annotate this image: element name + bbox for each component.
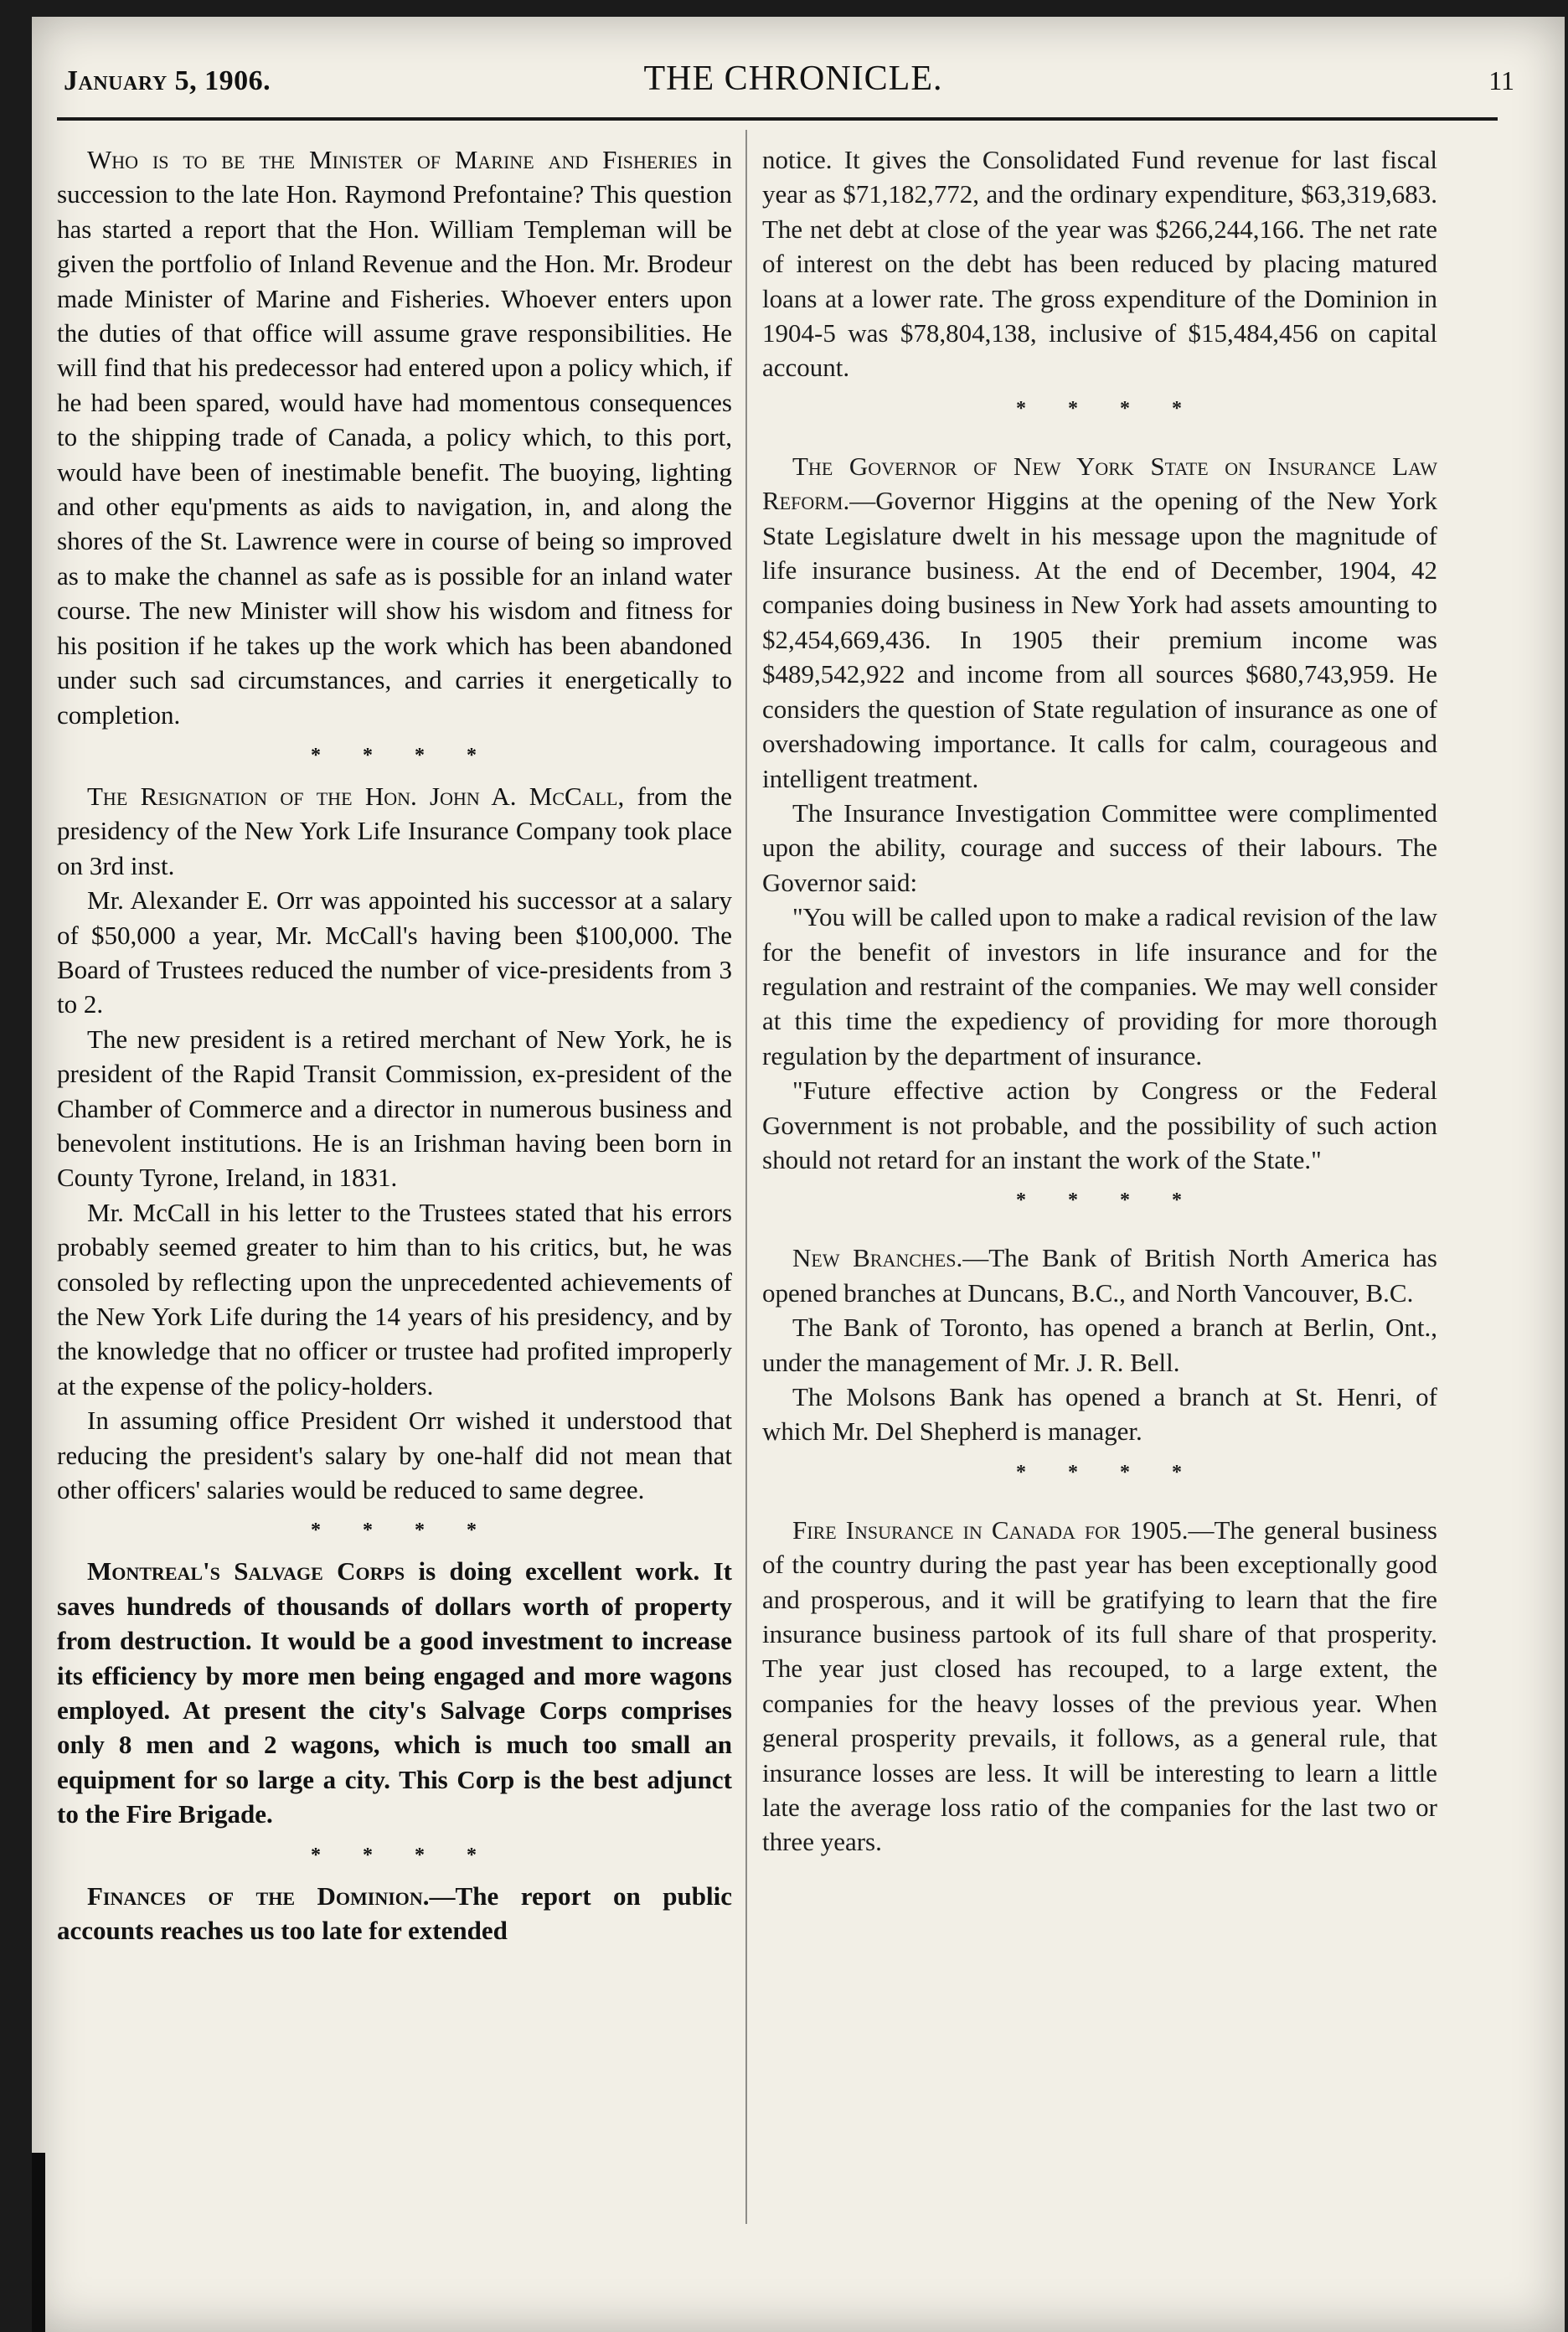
article-minister-of-marine [57,142,732,732]
article-heading: Montreal's Salvage Corps [87,1556,405,1586]
column-divider [745,130,747,2224]
article-body: is doing excellent work. It saves hundreds of thousands of dollars worth of property from destruction. It would be a good investment to increase its efficiency by more men being engaged and more wagons employed. At present the city's Salvage Corps comprises only 8 men and 2 wagons, which is much too small an equipment for so large a city. This Corp is the best adjunct to the Fire Brigade. [57,1556,733,1829]
article-body: from the presidency of the New York Life Insurance Company took place on 3rd inst. [57,781,732,880]
paragraph: In assuming office President Orr wished it understood that reducing the president's salary by one-half did not mean that other officers' salaries would be reduced to same degree. [57,1406,732,1505]
article-heading: The Resignation of the Hon. John A. McCall, [87,781,625,811]
page-number: 11 [1488,65,1514,95]
paragraph: Mr. Alexander E. Orr was appointed his successor at a salary of $50,000 a year, Mr. McCall's having been $100,000. The Board of Trustees reduced the number of vice-presidents from 3 to 2. [57,885,732,1019]
section-separator: * * * * [1016,1189,1200,1212]
article-salvage-corps [57,1554,732,1831]
paragraph: The Bank of Toronto, has opened a branch at Berlin, Ont., under the management of Mr. J. R. Bell. [762,1313,1437,1377]
section-separator: * * * * [1016,397,1200,420]
article-body: in succession to the late Hon. Raymond Prefontaine? This question has started a report that the Hon. William Templeman will be given the portfolio of Inland Revenue and the Hon. Mr. Brodeur made Minister of Marine and Fisheries. Whoever enters upon the duties of that office will assume grave responsibilities. He will find that his predecessor had entered upon a policy which, if he had been spared, would have had momentous consequences to the shipping trade of Canada, a policy which, to this port, would have been of inestimable benefit. The buoying, lighting and other equ'pments as aids to navigation, in, and along the shores of the St. Lawrence were in course of being so improved as to make the channel as safe as is possible for an inland water course. The new Minister will show his wisdom and fitness for his position if he takes up the work which has been abandoned under such sad circumstances, and carries it energetically to completion. [57,145,732,730]
issue-date: January 5, 1906. [64,65,271,96]
paragraph: "Future effective action by Congress or the Federal Government is not probable, and the possibility of such action should not retard for an instant the work of the State." [762,1076,1437,1174]
section-separator: * * * * [311,1844,495,1866]
publication-title: THE CHRONICLE. [643,59,943,98]
newspaper-page [32,17,1565,2332]
section-separator: * * * * [311,744,495,766]
article-body: —The report on public accounts reaches us too late for extended [57,1881,732,1946]
right-column [762,142,1437,1860]
article-heading: Fire Insurance in Canada for 1905. [792,1514,1189,1545]
paragraph: The Molsons Bank has opened a branch at St. Henri, of which Mr. Del Shepherd is manager. [762,1382,1437,1447]
article-governor-insurance [762,449,1437,796]
article-fire-insurance [762,1513,1437,1860]
paragraph: Mr. McCall in his letter to the Trustees stated that his errors probably seemed greater to him than to his critics, but, he was consoled by reflecting upon the unprecedented achievements of the New York Life during the 14 years of his presidency, and by the knowledge that no officer or trustee had profited improperly at the expense of the policy-holders. [57,1197,732,1401]
article-heading: Finances of the Dominion. [87,1881,430,1911]
article-heading: The Governor of New York State on Insurance Law Reform. [762,451,1437,516]
article-heading: Who is to be the Minister of Marine and Fisheries [87,145,698,174]
article-heading: New Branches. [792,1243,963,1273]
paragraph: The new president is a retired merchant of New York, he is president of the Rapid Transit Commission, ex-president of the Chamber of Commerce and a director in numerous business and benevolent institutions. He is an Irishman having been born in County Tyrone, Ireland, in 1831. [57,1024,732,1193]
article-finances-dominion [57,1879,732,1948]
article-body: —The general business of the country during the past year has been exceptionally good and prosperous, and it will be gratifying to learn that the fire insurance business partook of its full share of that prosperity. The year just closed has recouped, to a large extent, the companies for the heavy losses of the previous year. When general prosperity prevails, it follows, as a general rule, that insurance losses are less. It will be interesting to learn a little late the average loss ratio of the companies for the last two or three years. [762,1514,1437,1857]
article-new-branches [762,1241,1437,1310]
paragraph: "You will be called upon to make a radical revision of the law for the benefit of investors in life insurance and for the regulation and restraint of the companies. We may well consider at this time the expediency of providing for more thorough regulation by the department of insurance. [762,902,1437,1071]
header-rule [57,117,1498,121]
running-head [47,59,1540,114]
binding-edge-mark [32,2153,45,2332]
article-body: —The Bank of British North America has opened branches at Duncans, B.C., and North Vancouver, B.C. [762,1243,1437,1308]
article-finances-continued: notice. It gives the Consolidated Fund revenue for last fiscal year as $71,182,772, and the ordinary expenditure, $63,319,683. The net debt at close of the year was $266,244,166. The net rate of interest on the debt has been reduced by placing matured loans at a lower rate. The gross expenditure of the Dominion in 1904-5 was $78,804,138, inclusive of $15,484,456 on capital account. [762,145,1437,383]
article-body: —Governor Higgins at the opening of the New York State Legislature dwelt in his message upon the magnitude of life insurance business. At the end of December, 1904, 42 companies doing business in New York had assets amounting to $2,454,669,436. In 1905 their premium income was $489,542,922 and income from all sources $680,743,959. He considers the question of State regulation of insurance as one of overshadowing importance. It calls for calm, courageous and intelligent treatment. [762,486,1437,793]
section-separator: * * * * [311,1519,495,1542]
paragraph: The Insurance Investigation Committee were complimented upon the ability, courage and success of their labours. The Governor said: [762,797,1437,897]
left-column [57,142,732,1948]
article-resignation-mccall [57,779,732,883]
section-separator: * * * * [1016,1461,1200,1483]
